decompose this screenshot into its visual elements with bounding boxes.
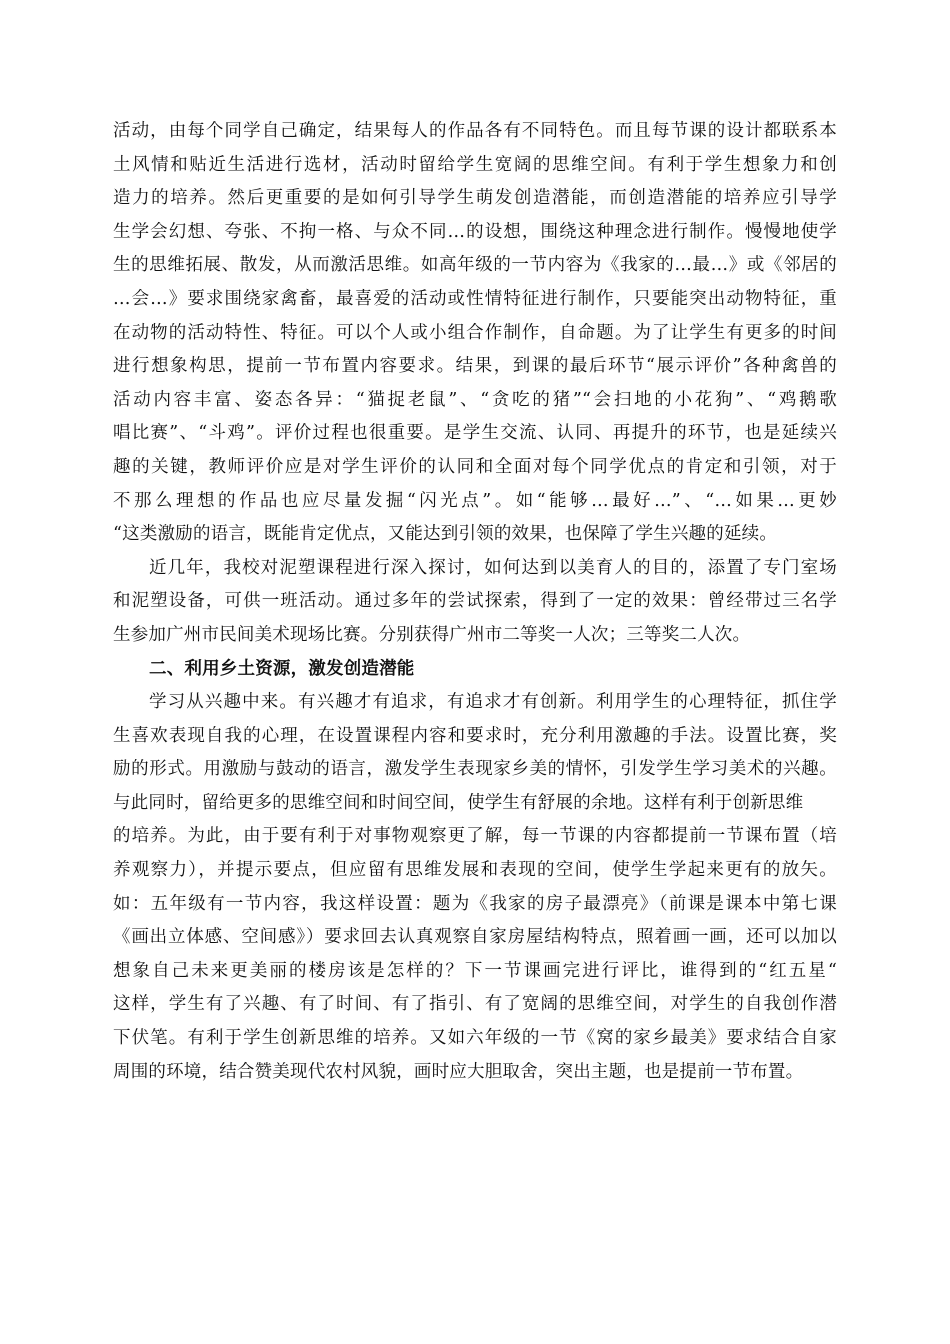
document-page xyxy=(113,115,837,1089)
text-line: 趣的关键，教师评价应是对学生评价的认同和全面对每个同学优点的肯定和引领，对于 xyxy=(113,456,837,477)
text-line: 活动，由每个同学自己确定，结果每人的作品各有不同特色。而且每节课的设计都联系本 xyxy=(113,121,837,141)
paragraph-1 xyxy=(113,115,837,552)
text-line: 不那么理想的作品也应尽量发掘“闪光点”。如“能够…最好…”、“…如果…更妙 xyxy=(113,490,837,511)
text-line: 近几年，我校对泥塑课程进行深入探讨，如何达到以美育人的目的，添置了专门室场 xyxy=(149,557,837,578)
text-line: 活动内容丰富、姿态各异：“猫捉老鼠”、“贪吃的猪”“会扫地的小花狗”、“鸡鹅歌 xyxy=(113,389,837,410)
text-line: 进行想象构思，提前一节布置内容要求。结果，到课的最后环节“展示评价”各种禽兽的 xyxy=(113,356,837,377)
text-line: 学习从兴趣中来。有兴趣才有追求，有追求才有创新。利用学生的心理特征，抓住学 xyxy=(149,692,837,713)
paragraph-3 xyxy=(113,686,837,1089)
text-line: 土风情和贴近生活进行选材，活动时留给学生宽阔的思维空间。有利于学生想象力和创 xyxy=(113,154,837,175)
paragraph-2 xyxy=(113,552,837,653)
text-line: 周围的环境，结合赞美现代农村风貌，画时应大胆取舍，突出主题，也是提前一节布置。 xyxy=(113,1061,804,1082)
text-line: 和泥塑设备，可供一班活动。通过多年的尝试探索，得到了一定的效果：曾经带过三名学 xyxy=(113,591,837,612)
text-line: 想象自己未来更美丽的楼房该是怎样的？下一节课画完进行评比，谁得到的“红五星“ xyxy=(113,960,837,981)
text-line: 生的思维拓展、散发，从而激活思维。如高年级的一节内容为《我家的…最…》或《邻居的 xyxy=(113,255,837,276)
text-line: 与此同时，留给更多的思维空间和时间空间，使学生有舒展的余地。这样有利于创新思维 xyxy=(113,792,804,813)
text-line: 如：五年级有一节内容，我这样设置：题为《我家的房子最漂亮》（前课是课本中第七课 xyxy=(113,893,837,914)
text-line: 生学会幻想、夸张、不拘一格、与众不同…的设想，围绕这种理念进行制作。慢慢地使学 xyxy=(113,221,837,242)
text-line: 生喜欢表现自我的心理，在设置课程内容和要求时，充分利用激趣的手法。设置比赛，奖 xyxy=(113,725,837,746)
text-line: 在动物的活动特性、特征。可以个人或小组合作制作，自命题。为了让学生有更多的时间 xyxy=(113,322,837,343)
text-line: 《画出立体感、空间感》）要求回去认真观察自家房屋结构特点，照着画一画，还可以加以 xyxy=(113,927,837,948)
text-line: 造力的培养。然后更重要的是如何引导学生萌发创造潜能，而创造潜能的培养应引导学 xyxy=(113,188,837,209)
text-line: 养观察力），并提示要点，但应留有思维发展和表现的空间，使学生学起来更有的放矢。 xyxy=(113,860,837,881)
text-line: 生参加广州市民间美术现场比赛。分别获得广州市二等奖一人次；三等奖二人次。 xyxy=(113,624,751,645)
text-line: “这类激励的语言，既能肯定优点，又能达到引领的效果，也保障了学生兴趣的延续。 xyxy=(113,524,778,545)
text-line: 励的形式。用激励与鼓动的语言，激发学生表现家乡美的情怀，引发学生学习美术的兴趣。 xyxy=(113,759,837,780)
section-heading: 二、利用乡土资源，激发创造潜能 xyxy=(149,658,415,679)
text-line: 下伏笔。有利于学生创新思维的培养。又如六年级的一节《窝的家乡最美》要求结合自家 xyxy=(113,1028,837,1049)
text-line: …会…》要求围绕家禽畜，最喜爱的活动或性情特征进行制作，只要能突出动物特征，重 xyxy=(113,288,837,309)
text-line: 这样，学生有了兴趣、有了时间、有了指引、有了宽阔的思维空间，对学生的自我创作潜 xyxy=(113,994,837,1015)
text-line: 唱比赛”、“斗鸡”。评价过程也很重要。是学生交流、认同、再提升的环节，也是延续兴 xyxy=(113,423,837,444)
text-line: 的培养。为此，由于要有利于对事物观察更了解，每一节课的内容都提前一节课布置（培 xyxy=(113,826,837,847)
